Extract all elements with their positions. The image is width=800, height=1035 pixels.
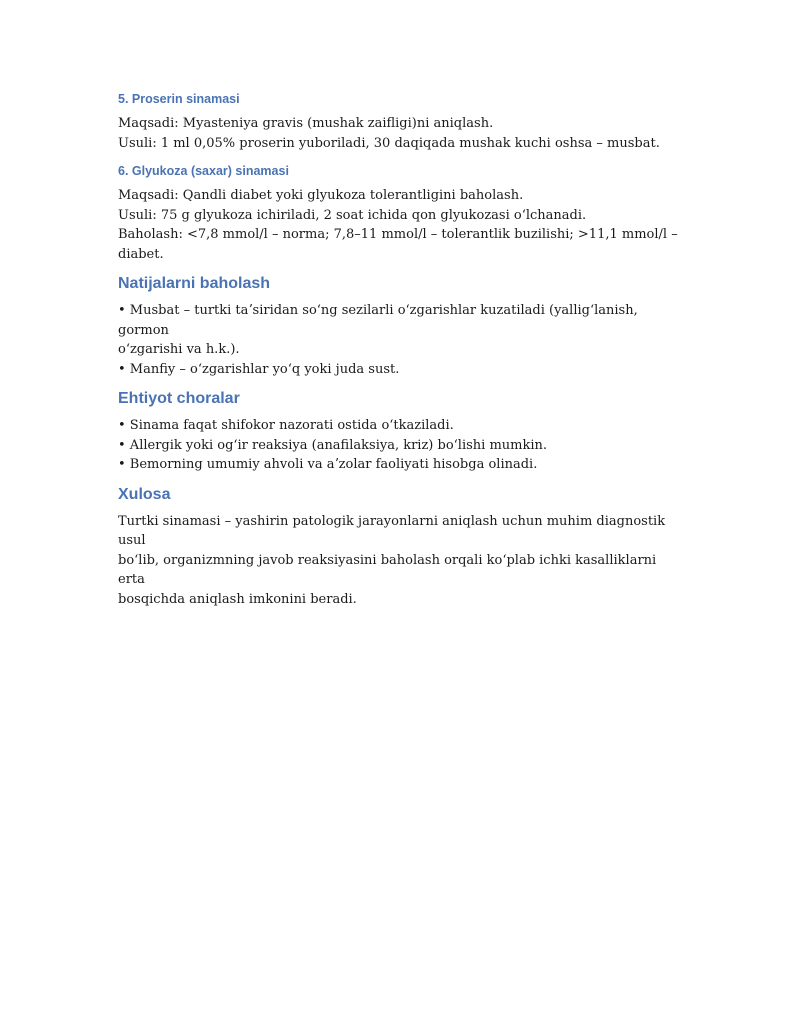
paragraph-line: • Sinama faqat shifokor nazorati ostida oʻtkaziladi. — [118, 418, 454, 433]
section-title-glyukoza: 6. Glyukoza (saxar) sinamasi — [118, 164, 289, 178]
section-body-ehtiyot — [118, 416, 680, 475]
paragraph-line: • Musbat – turtki taʼsiridan soʻng sezilarli oʻzgarishlar kuzatiladi (yalligʻlanish, gormon — [118, 303, 638, 338]
paragraph-line: diabet. — [118, 246, 164, 262]
paragraph-line: boʻlib, organizmning javob reaksiyasini baholash orqali koʻplab ichki kasalliklarni erta — [118, 552, 657, 587]
paragraph-line: • Allergik yoki ogʻir reaksiya (anafilaksiya, kriz) boʻlishi mumkin. — [118, 437, 548, 453]
paragraph-line: • Manfiy – oʻzgarishlar yoʻq yoki juda sust. — [118, 361, 400, 377]
section-body-natija — [118, 301, 680, 379]
paragraph-line: oʻzgarishi va h.k.). — [118, 342, 240, 357]
section-title-natija: Natijalarni baholash — [118, 275, 271, 292]
section-body-xulosa — [118, 512, 680, 610]
section-title-proserin: 5. Proserin sinamasi — [118, 92, 240, 106]
paragraph-line: • Bemorning umumiy ahvoli va aʼzolar faoliyati hisobga olinadi. — [118, 457, 538, 472]
paragraph-line: Turtki sinamasi – yashirin patologik jarayonlarni aniqlash uchun muhim diagnostik usul — [118, 513, 666, 548]
paragraph-line: bosqichda aniqlash imkonini beradi. — [118, 591, 357, 607]
section-title-xulosa: Xulosa — [118, 485, 171, 503]
paragraph-line: Usuli: 1 ml 0,05% proserin yuboriladi, 30 daqiqada mushak kuchi oshsa – musbat. — [118, 135, 660, 151]
section-body-proserin — [118, 114, 680, 153]
paragraph-line: Maqsadi: Qandli diabet yoki glyukoza tolerantligini baholash. — [118, 188, 524, 203]
paragraph-line: Maqsadi: Myasteniya gravis (mushak zaifligi)ni aniqlash. — [118, 116, 494, 131]
paragraph-line: Usuli: 75 g glyukoza ichiriladi, 2 soat ichida qon glyukozasi oʻlchanadi. — [118, 207, 587, 223]
paragraph-line: Baholash: <7,8 mmol/l – norma; 7,8–11 mmol/l – tolerantlik buzilishi; >11,1 mmol/l – — [118, 227, 678, 242]
section-body-glyukoza — [118, 186, 680, 264]
section-title-ehtiyot: Ehtiyot choralar — [118, 390, 240, 407]
